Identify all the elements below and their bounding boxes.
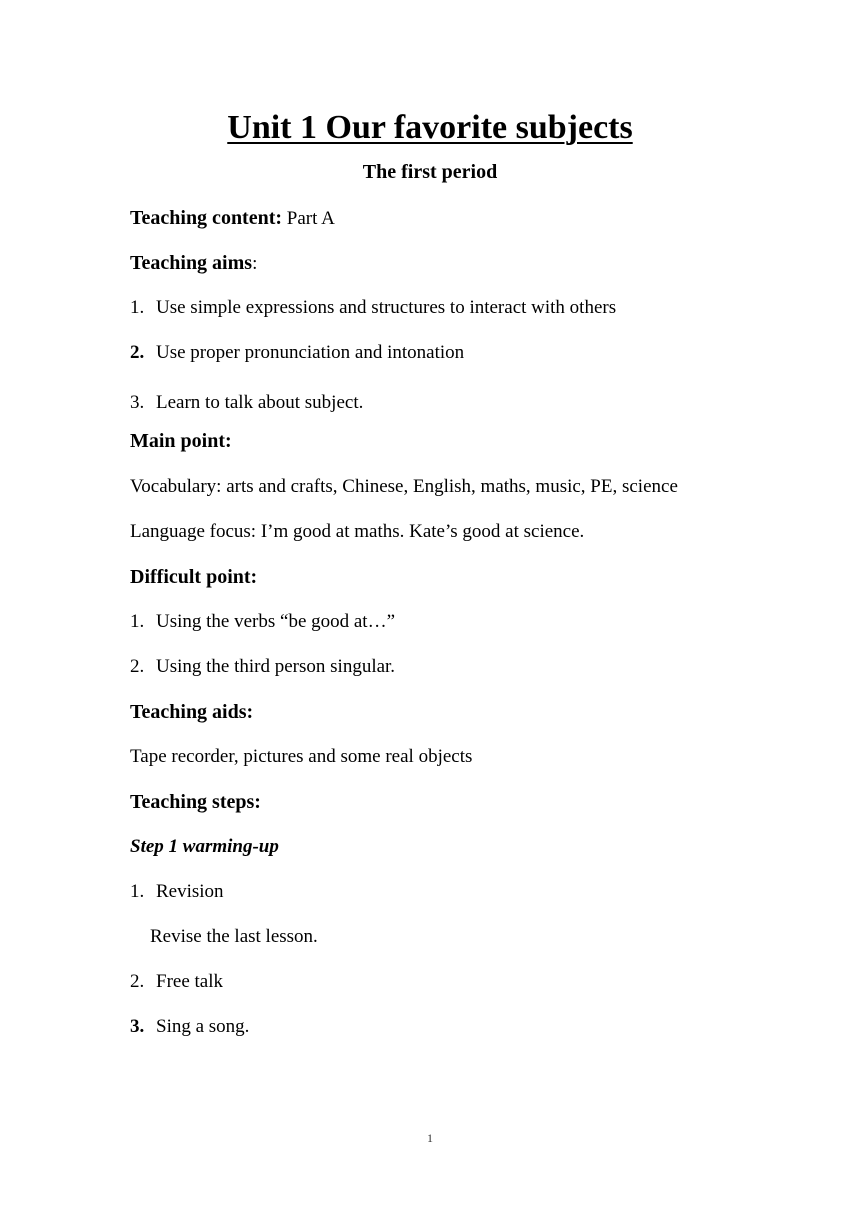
language-focus-line: Language focus: I’m good at maths. Kate’s good at science.	[130, 521, 585, 542]
aim-number: 2.	[130, 342, 145, 363]
step-text: Revision	[156, 881, 224, 902]
aim-number: 1.	[130, 297, 145, 318]
difficult-text: Using the verbs “be good at…”	[156, 611, 396, 632]
aim-text: Use simple expressions and structures to interact with others	[156, 297, 617, 318]
vocabulary-line: Vocabulary: arts and crafts, Chinese, English, maths, music, PE, science	[130, 476, 678, 497]
teaching-aids-text: Tape recorder, pictures and some real objects	[130, 746, 473, 767]
aim-text: Learn to talk about subject.	[156, 392, 364, 413]
difficult-number: 1.	[130, 611, 145, 632]
difficult-item	[130, 654, 395, 680]
document-subtitle: The first period	[362, 161, 498, 183]
step1-heading: Step 1 warming-up	[130, 836, 279, 857]
teaching-aims-colon: :	[252, 253, 258, 274]
step-number: 2.	[130, 971, 145, 992]
teaching-steps-heading: Teaching steps:	[130, 791, 261, 813]
teaching-content-line	[130, 205, 335, 232]
page-number: 1	[427, 1131, 433, 1145]
aim-item	[130, 390, 363, 416]
step-item	[130, 1014, 249, 1040]
difficult-number: 2.	[130, 656, 145, 677]
aim-item	[130, 340, 464, 366]
aim-text: Use proper pronunciation and intonation	[156, 342, 465, 363]
teaching-aids-heading: Teaching aids:	[130, 701, 254, 723]
step-text: Free talk	[156, 971, 224, 992]
teaching-content-label: Teaching content:	[130, 207, 283, 229]
step-item	[130, 879, 224, 905]
document-title: Unit 1 Our favorite subjects	[227, 109, 633, 146]
step-detail: Revise the last lesson.	[150, 926, 318, 947]
step-text: Sing a song.	[156, 1016, 250, 1037]
teaching-aims-label: Teaching aims	[130, 252, 253, 274]
step-number: 1.	[130, 881, 145, 902]
aim-item	[130, 295, 616, 321]
step-item	[130, 969, 223, 995]
difficult-text: Using the third person singular.	[156, 656, 396, 677]
step-number: 3.	[130, 1016, 145, 1037]
aim-number: 3.	[130, 392, 145, 413]
difficult-point-heading: Difficult point:	[130, 566, 258, 588]
difficult-item	[130, 609, 395, 635]
teaching-aims-heading	[130, 250, 257, 277]
teaching-content-value: Part A	[282, 208, 335, 229]
main-point-heading: Main point:	[130, 430, 232, 452]
